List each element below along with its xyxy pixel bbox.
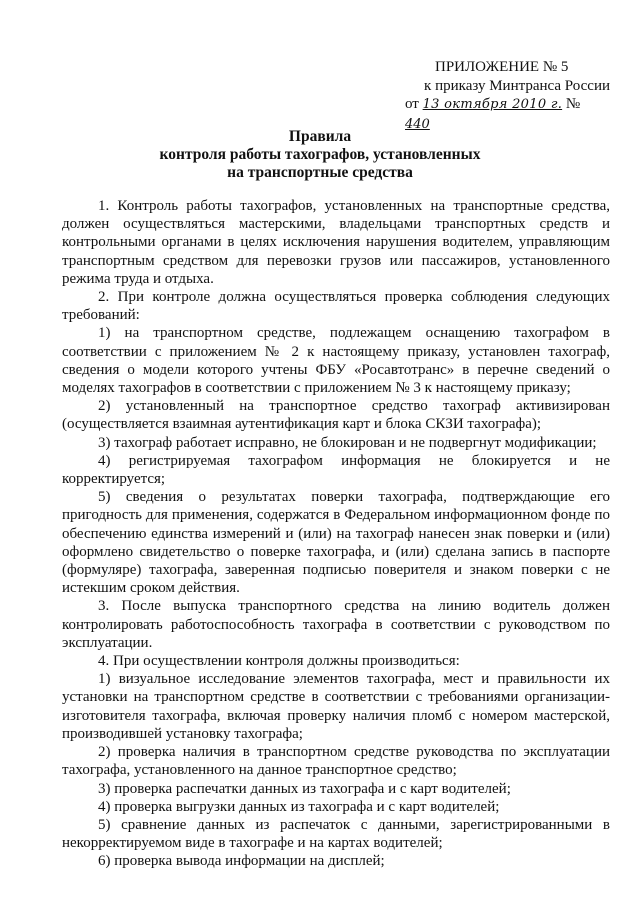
paragraph-4-item-3: 3) проверка распечатки данных из тахографа и с карт водителей; bbox=[98, 780, 511, 797]
paragraph-4-item-6: 6) проверка вывода информации на дисплей; bbox=[98, 853, 385, 870]
order-reference: к приказу Минтранса России bbox=[424, 77, 610, 94]
title-line-1: Правила bbox=[288, 128, 352, 145]
handwritten-date: 13 октября 2010 г. bbox=[422, 97, 563, 112]
paragraph-2-item-4: 4) регистрируемая тахографом информация не блокируется и не корректируется; bbox=[62, 452, 610, 488]
date-prefix: от bbox=[405, 96, 419, 112]
paragraph-2-item-5: 5) сведения о результатах поверки тахографа, подтверждающие его пригодность для применения, содержатся в Федеральном информационном фонде по обеспечению единства измерений и (или) на тахограф нанесен знак поверки и (или) оформлено свидетельство о поверке тахографа, и (или) сделана запись в паспорте (формуляре) тахографа, заверенная подписью поверителя и знаком поверки с не истекшим сроком действия. bbox=[62, 489, 610, 597]
paragraph-1: 1. Контроль работы тахографов, установленных на транспортные средства, должен осуществляться мастерскими, владельцами транспортных средств и контрольными органами в целях исключения нарушения водителем, управляющим транспортным средством для перевозки грузов или пассажиров, установленного режима труда и отдыха. bbox=[62, 198, 610, 287]
paragraph-2-item-3: 3) тахограф работает исправно, не блокирован и не подвергнут модификации; bbox=[98, 434, 597, 451]
title-line-3: на транспортные средства bbox=[227, 164, 413, 181]
title-line-2: контроля работы тахографов, установленных bbox=[159, 146, 481, 163]
document-title bbox=[0, 128, 640, 182]
appendix-number: ПРИЛОЖЕНИЕ № 5 bbox=[435, 59, 569, 75]
handwritten-number: 440 bbox=[405, 116, 430, 132]
document-body bbox=[62, 197, 610, 871]
paragraph-2: 2. При контроле должна осуществляться проверка соблюдения следующих требований: bbox=[62, 289, 610, 324]
paragraph-4-item-5: 5) сравнение данных из распечаток с данными, зарегистрированными в некорректируемом виде в тахографе и на картах водителей; bbox=[62, 816, 610, 852]
paragraph-3: 3. После выпуска транспортного средства на линию водитель должен контролировать работоспособность тахографа в соответствии с руководством по эксплуатации. bbox=[62, 598, 610, 651]
paragraph-4-item-1: 1) визуальное исследование элементов тахографа, мест и правильности их установки на транспортном средстве в соответствии с требованиями организации-изготовителя тахографа, включая проверку наличия пломб с номером мастерской, производившей установку тахографа; bbox=[62, 671, 610, 742]
appendix-header bbox=[405, 58, 610, 134]
paragraph-2-item-1: 1) на транспортном средстве, подлежащем оснащению тахографом в соответствии с приложением № 2 к настоящему приказу, установлен тахограф, сведения о модели которого учтены ФБУ «Росавтотранс» в перечне сведений о моделях тахографов в соответствии с приложением № 3 к настоящему приказу; bbox=[62, 325, 610, 397]
paragraph-4-item-4: 4) проверка выгрузки данных из тахографа и с карт водителей; bbox=[98, 798, 500, 815]
number-label: № bbox=[565, 96, 581, 112]
paragraph-2-item-2: 2) установленный на транспортное средство тахограф активизирован (осуществляется взаимная аутентификация карт и блока СКЗИ тахографа); bbox=[62, 398, 610, 433]
paragraph-4-item-2: 2) проверка наличия в транспортном средстве руководства по эксплуатации тахографа, установленного на данное транспортное средство; bbox=[62, 744, 610, 779]
paragraph-4: 4. При осуществлении контроля должны производиться: bbox=[98, 653, 460, 670]
